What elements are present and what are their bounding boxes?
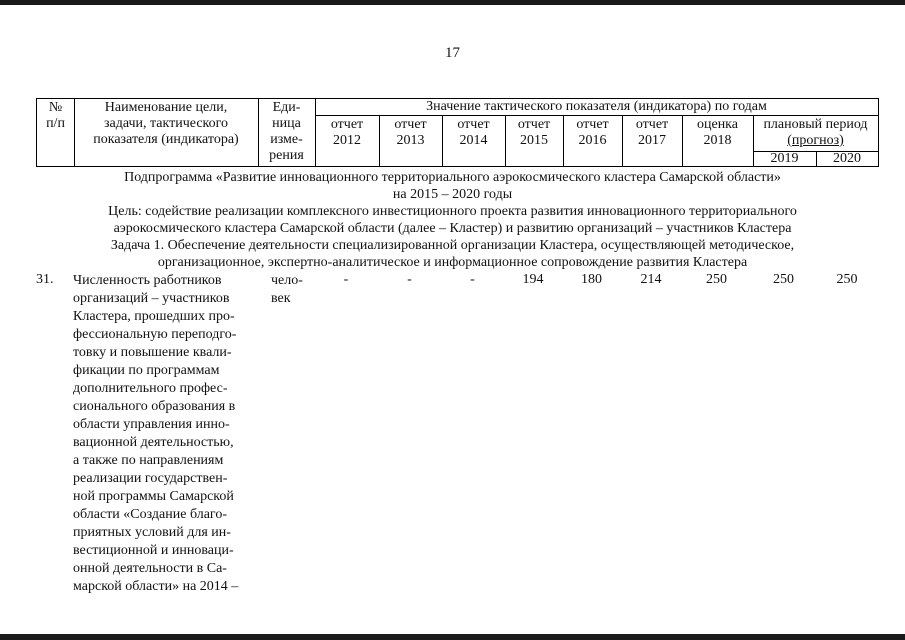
header-year-2014: отчет 2014 <box>457 117 490 148</box>
subprogram-title-line-1: Подпрограмма «Развитие инновационного территориального аэрокосмического кластера Самарской области» <box>124 170 781 185</box>
task-line-2: организационное, экспертно-аналитическое и информационное сопровождение развития Кластера <box>157 255 748 270</box>
header-year-2020: 2020 <box>833 151 861 166</box>
header-col-unit: Еди- ница изме- рения <box>269 100 304 163</box>
value-2013: - <box>407 272 412 287</box>
value-2017: 214 <box>640 272 662 287</box>
header-year-2016: отчет 2016 <box>576 117 609 148</box>
header-year-2018: оценка 2018 <box>696 117 738 148</box>
header-values-title: Значение тактического показателя (индикатора) по годам <box>426 99 767 114</box>
value-2018: 250 <box>706 272 727 287</box>
subprogram-title-line-2: на 2015 – 2020 годы <box>392 187 513 202</box>
scan-edge-top <box>0 0 905 5</box>
row-number: 31. <box>36 272 54 287</box>
header-year-2017: отчет 2017 <box>635 117 669 148</box>
header-year-2015: отчет 2015 <box>517 117 551 148</box>
value-2019: 250 <box>773 272 794 287</box>
table-header <box>36 98 879 167</box>
value-2012: - <box>343 272 349 287</box>
header-year-2019: 2019 <box>770 151 799 166</box>
indicator-name: Численность работников организаций – участников Кластера, прошедших про- фессиональную переподго- товку и повышение квали- фикации по программам дополнительного профес- сионального образования в области управления инно- вационной деятельностью, а также по направлениям реализации государствен- ной программы Самарской области «Создание благо- приятных условий для ин- вестиционной и инноваци- онной деятельности в Са- марской области» на 2014 – <box>73 273 239 594</box>
value-2020: 250 <box>836 272 858 287</box>
value-2014: - <box>470 272 475 287</box>
header-col-name: Наименование цели, задачи, тактического показателя (индикатора) <box>93 100 239 147</box>
goal-line-2: аэрокосмического кластера Самарской области (далее – Кластер) и развитию организаций – участников Кластера <box>113 221 792 236</box>
header-col-number: № п/п <box>46 100 65 131</box>
header-year-2013: отчет 2013 <box>394 117 427 148</box>
task-line-1: Задача 1. Обеспечение деятельности специализированной организации Кластера, осуществляющей методическое, <box>110 238 795 253</box>
value-2016: 180 <box>581 272 602 287</box>
scan-edge-bottom <box>0 634 905 640</box>
header-year-2012: отчет 2012 <box>330 117 364 148</box>
header-planned-period: плановый период (прогноз) <box>763 117 868 148</box>
page-number: 17 <box>445 45 460 61</box>
goal-line-1: Цель: содействие реализации комплексного инвестиционного проекта развития инновационного территориального <box>108 204 797 219</box>
value-2015: 194 <box>522 272 544 287</box>
indicator-unit: чело- век <box>271 273 303 306</box>
